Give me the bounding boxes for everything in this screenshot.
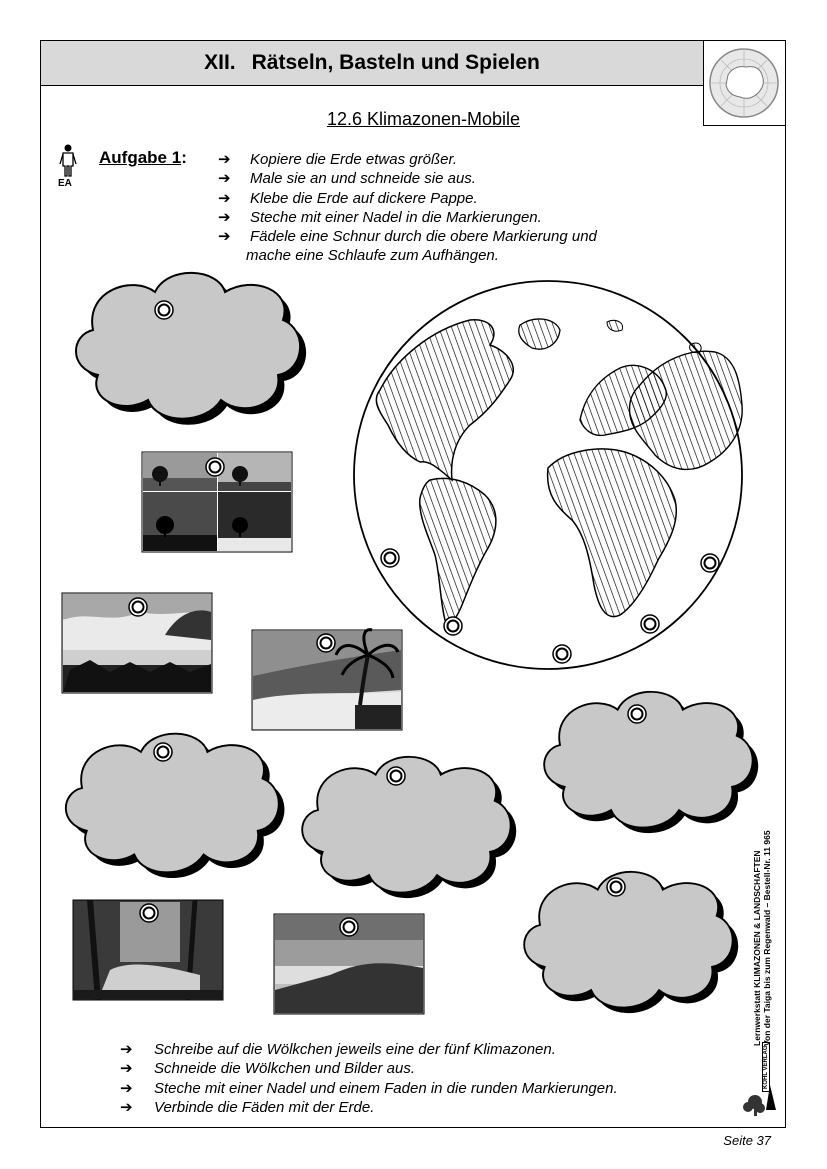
task-label-colon: : [181, 148, 187, 167]
page-number: Seite 37 [723, 1133, 771, 1148]
bottom-step [120, 1098, 618, 1117]
task-step-text: Fädele eine Schnur durch die obere Markierung und [250, 228, 597, 246]
arrow-right-icon: ➔ [218, 208, 231, 226]
bottom-step-text: Schreibe auf die Wölkchen jeweils eine der fünf Klimazonen. [154, 1041, 556, 1058]
task-step-text: Male sie an und schneide sie aus. [250, 170, 476, 188]
task-step-continuation: mache eine Schlaufe zum Aufhängen. [246, 247, 499, 265]
series-title: Lernwerkstatt KLIMAZONEN & LANDSCHAFTEN [752, 850, 762, 1046]
chapter-number: XII. [204, 51, 236, 74]
series-subtitle-order-number: Von der Taiga bis zum Regenwald – Bestell-Nr. 11 965 [762, 830, 772, 1046]
cloud-cutout [524, 872, 738, 1013]
task-step-text: Steche mit einer Nadel in die Markierungen. [250, 208, 542, 226]
cloud-cutout [76, 273, 306, 425]
bottom-step [120, 1079, 618, 1098]
arrow-right-icon: ➔ [120, 1041, 133, 1058]
arrow-right-icon: ➔ [218, 189, 231, 207]
arrow-right-icon: ➔ [120, 1060, 133, 1078]
bottom-steps [120, 1040, 618, 1117]
chapter-title-text: Rätseln, Basteln und Spielen [251, 51, 540, 74]
bottom-step-text: Steche mit einer Nadel und einem Faden in die runden Markierungen. [154, 1079, 618, 1097]
arrow-right-icon: ➔ [218, 170, 231, 188]
publisher-logo-icon [743, 1085, 776, 1116]
task-step-text: Kopiere die Erde etwas größer. [250, 151, 458, 168]
arrow-right-icon: ➔ [218, 151, 231, 168]
arrow-right-icon: ➔ [218, 228, 231, 246]
bottom-step [120, 1040, 618, 1059]
globe-icon [354, 281, 742, 669]
series-side-text [752, 830, 772, 1046]
bottom-step-text: Verbinde die Fäden mit der Erde. [154, 1098, 375, 1116]
cloud-cutout [302, 757, 516, 898]
arrow-right-icon: ➔ [120, 1098, 133, 1116]
bottom-step-text: Schneide die Wölkchen und Bilder aus. [154, 1060, 415, 1078]
publisher-name: KOHL VERLAG [762, 1042, 770, 1092]
work-mode-label: EA [58, 178, 72, 189]
cloud-cutout [66, 734, 285, 878]
section-subtitle: 12.6 Klimazonen-Mobile [326, 109, 521, 129]
task-step-text: Klebe die Erde auf dickere Pappe. [250, 189, 478, 207]
task-label-text: Aufgabe 1 [99, 148, 182, 167]
bottom-step [120, 1059, 618, 1078]
cloud-cutout [544, 692, 758, 833]
arrow-right-icon: ➔ [120, 1079, 133, 1097]
